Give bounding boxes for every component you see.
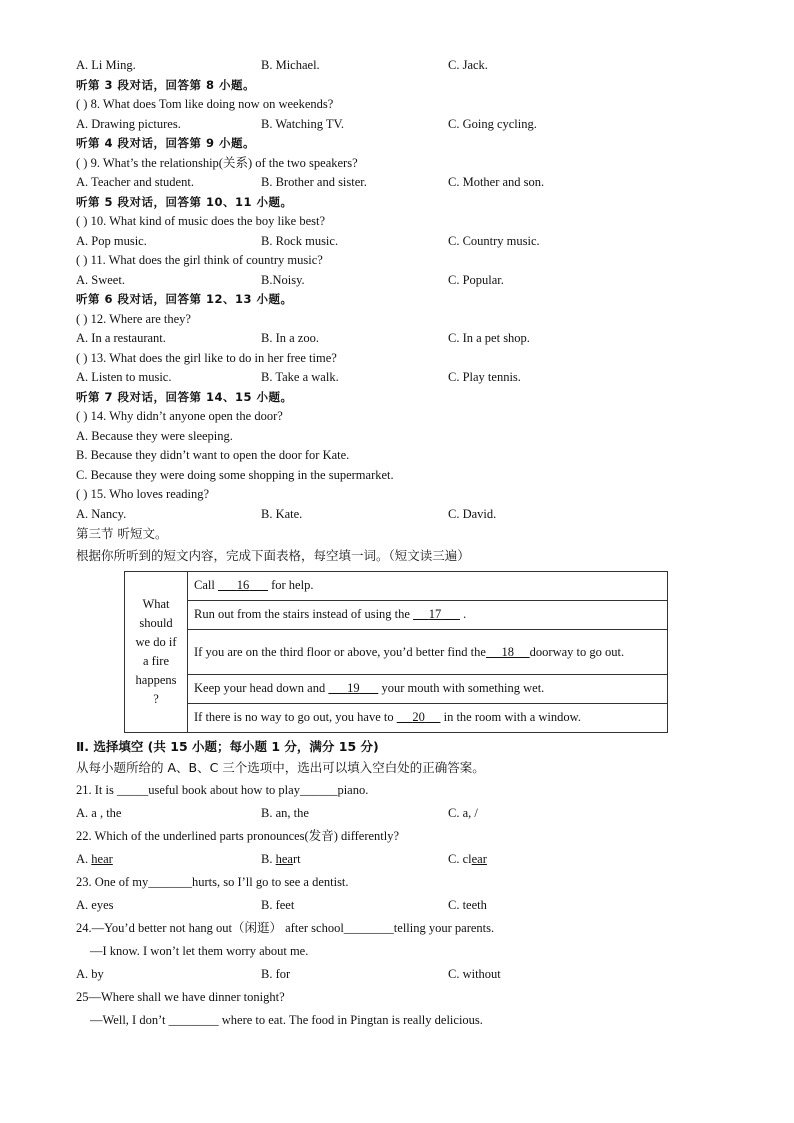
q23-options [76, 894, 716, 917]
q10-option-a: A. Pop music. [76, 233, 147, 248]
q22-stem: 22. Which of the underlined parts pronounces(发音) differently? [76, 829, 400, 843]
q9-option-c: C. Mother and son. [448, 175, 545, 189]
part2-instruction: 从每小题所给的 A、B、C 三个选项中，选出可以填入空白处的正确答案。 [76, 760, 485, 775]
blank-number: 18 [501, 644, 515, 659]
q12-option-a: A. In a restaurant. [76, 331, 166, 345]
q8-stem: ( ) 8. What does Tom like doing now on weekends? [76, 97, 334, 111]
part2-title: Ⅱ. 选择填空 (共 15 小题；每小题 1 分，满分 15 分) [76, 738, 379, 754]
table-row-16 [188, 571, 668, 600]
row-text: for help. [267, 578, 314, 592]
q11-options [76, 271, 716, 291]
q23-stem: 23. One of my_______hurts, so I’ll go to see a dentist. [76, 875, 349, 889]
row-text: Run out from the stairs instead of using the [194, 607, 414, 621]
q7-option-c: C. Jack. [448, 58, 488, 72]
table-left-header [125, 571, 188, 732]
option-text: rt [292, 852, 301, 866]
q14-option-a: A. Because they were sleeping. [76, 428, 233, 443]
q8-option-c: C. Going cycling. [448, 116, 537, 131]
q21-stem: 21. It is _____useful book about how to play______piano. [76, 783, 369, 797]
blank-20 [397, 710, 441, 725]
q9-option-a: A. Teacher and student. [76, 175, 194, 189]
exam-page [76, 56, 716, 1032]
q24-option-c: C. without [448, 967, 501, 981]
q15-option-c: C. David. [448, 506, 497, 521]
q9-options [76, 173, 716, 193]
dialog3-heading: 听第 3 段对话，回答第 8 小题。 [76, 77, 256, 92]
q14-option-b: B. Because they didn’t want to open the door for Kate. [76, 448, 350, 462]
q11-option-b: B.Noisy. [261, 272, 305, 287]
q8-option-b: B. Watching TV. [261, 116, 345, 131]
q12-options [76, 329, 716, 349]
q25-stem: 25—Where shall we have dinner tonight? [76, 990, 285, 1004]
q24-options [76, 963, 716, 986]
q22-option-a [76, 848, 113, 871]
row-text: Keep your head down and [194, 681, 329, 695]
option-text: cl [462, 852, 472, 866]
q10-stem: ( ) 10. What kind of music does the boy like best? [76, 214, 326, 228]
left-header-line: ? [153, 691, 159, 706]
row-text: . [459, 607, 467, 621]
underlined-part: ear [471, 852, 487, 866]
row-text: Call [194, 578, 218, 592]
option-label: C. [448, 852, 463, 866]
q11-option-c: C. Popular. [448, 272, 504, 287]
q25-reply: —Well, I don’t ________ where to eat. The food in Pingtan is really delicious. [90, 1013, 483, 1027]
section3-title: 第三节 听短文。 [76, 526, 168, 541]
underlined-part: hear [91, 852, 113, 866]
blank-number: 17 [428, 607, 442, 621]
q22-options [76, 848, 716, 871]
left-header-line: What [142, 596, 170, 611]
q21-option-c: C. a, / [448, 806, 478, 820]
table-row-20 [188, 703, 668, 732]
q13-option-a: A. Listen to music. [76, 370, 172, 384]
q23-option-c: C. teeth [448, 898, 487, 912]
blank-number: 19 [347, 681, 360, 695]
q9-stem: ( ) 9. What’s the relationship(关系) of the two speakers? [76, 155, 358, 170]
dialog7-heading: 听第 7 段对话，回答第 14、15 小题。 [76, 389, 293, 404]
q24-option-b: B. for [261, 967, 291, 981]
table-row-18 [188, 629, 668, 674]
row-text: doorway to go out. [529, 644, 625, 659]
q10-option-c: C. Country music. [448, 233, 540, 248]
q12-option-c: C. In a pet shop. [448, 331, 530, 345]
q21-option-b: B. an, the [261, 806, 309, 820]
q7-option-a: A. Li Ming. [76, 58, 136, 72]
option-label: B. [261, 852, 276, 866]
left-header-line: should [139, 615, 173, 630]
blank-19 [328, 681, 378, 696]
q7-option-b: B. Michael. [261, 58, 320, 72]
table-row-19 [188, 674, 668, 703]
dialog6-heading: 听第 6 段对话，回答第 12、13 小题。 [76, 292, 293, 306]
row-text: If there is no way to go out, you have to [194, 710, 397, 724]
blank-number: 16 [236, 578, 250, 592]
q24-option-a: A. by [76, 967, 104, 981]
q14-stem: ( ) 14. Why didn’t anyone open the door? [76, 409, 283, 423]
q15-options [76, 505, 716, 525]
q13-options [76, 368, 716, 388]
row-text: If you are on the third floor or above, you’d better find the [194, 644, 486, 659]
dialog5-heading: 听第 5 段对话，回答第 10、11 小题。 [76, 194, 293, 209]
underlined-part: hea [275, 852, 293, 866]
q15-stem: ( ) 15. Who loves reading? [76, 487, 210, 501]
q12-stem: ( ) 12. Where are they? [76, 311, 191, 326]
q13-option-b: B. Take a walk. [261, 370, 339, 384]
blank-number: 20 [412, 710, 425, 724]
q24-stem: 24.—You’d better not hang out（闲逛） after school________telling your parents. [76, 921, 495, 935]
q23-option-b: B. feet [261, 898, 295, 912]
q11-option-a: A. Sweet. [76, 272, 125, 287]
table-row-17 [188, 600, 668, 629]
option-label: A. [76, 852, 92, 866]
q9-option-b: B. Brother and sister. [261, 175, 367, 189]
q22-option-b [261, 848, 301, 871]
fire-safety-table [124, 571, 668, 733]
q22-option-c [448, 848, 487, 871]
dialog4-heading: 听第 4 段对话，回答第 9 小题。 [76, 136, 256, 150]
q13-stem: ( ) 13. What does the girl like to do in her free time? [76, 350, 337, 365]
q8-options [76, 115, 716, 135]
left-header-line: we do if [135, 634, 177, 649]
q10-option-b: B. Rock music. [261, 233, 339, 248]
blank-18 [486, 645, 530, 659]
q12-option-b: B. In a zoo. [261, 331, 319, 345]
q8-option-a: A. Drawing pictures. [76, 116, 181, 131]
q24-reply: —I know. I won’t let them worry about me. [90, 944, 309, 958]
q23-option-a: A. eyes [76, 898, 114, 912]
q14-option-c: C. Because they were doing some shopping in the supermarket. [76, 467, 394, 482]
q10-options [76, 232, 716, 252]
blank-17 [413, 607, 460, 622]
q7-options [76, 56, 716, 76]
q21-option-a: A. a , the [76, 806, 122, 820]
left-header-line: a fire [142, 653, 170, 668]
left-header-line: happens [135, 672, 177, 687]
q15-option-a: A. Nancy. [76, 506, 127, 521]
q15-option-b: B. Kate. [261, 506, 303, 521]
row-text: in the room with a window. [440, 710, 581, 724]
section3-instruction: 根据你所听到的短文内容，完成下面表格，每空填一词。（短文读三遍） [76, 547, 470, 563]
blank-16 [218, 578, 268, 593]
q13-option-c: C. Play tennis. [448, 370, 521, 384]
q11-stem: ( ) 11. What does the girl think of country music? [76, 253, 323, 267]
row-text: your mouth with something wet. [378, 681, 545, 695]
q21-options [76, 802, 716, 825]
